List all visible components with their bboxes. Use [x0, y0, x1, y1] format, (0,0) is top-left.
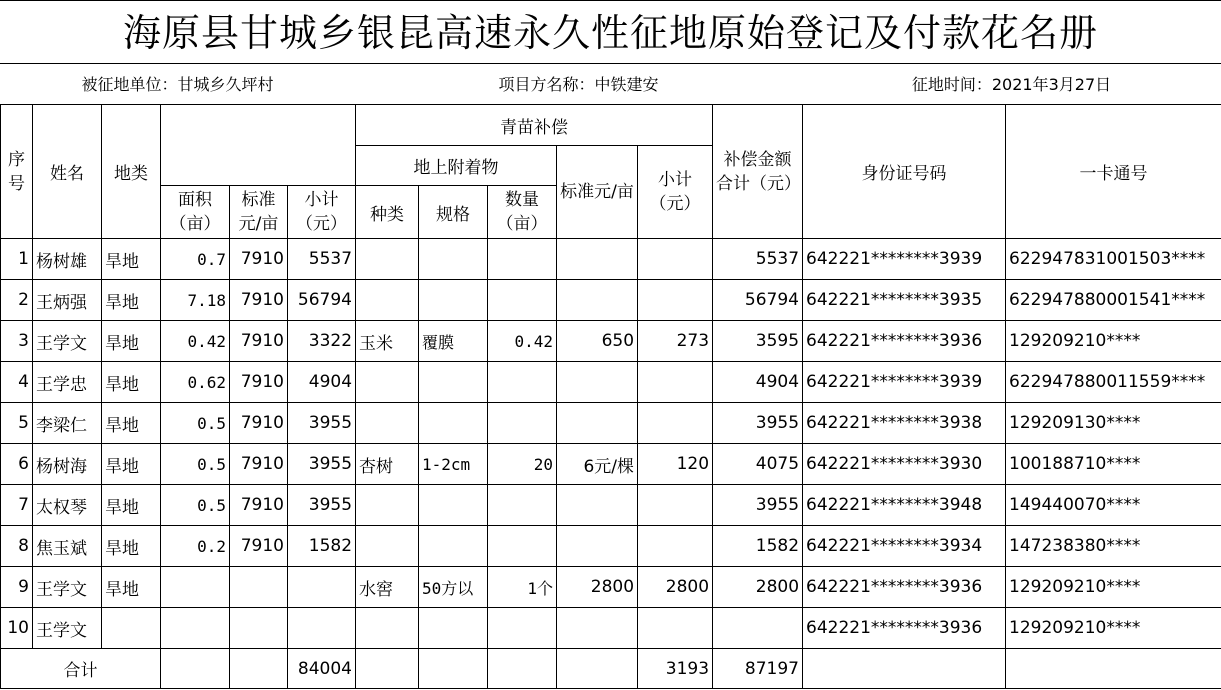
table-row — [1, 280, 1221, 321]
row-subtotal — [288, 608, 356, 649]
row-total: 4075 — [713, 444, 803, 485]
row-subtotal-2 — [638, 239, 713, 280]
document-title: 海原县甘城乡银昆高速永久性征地原始登记及付款花名册 — [0, 0, 1221, 64]
row-name: 杨树雄 — [33, 239, 102, 280]
row-standard-2: 2800 — [557, 567, 638, 608]
row-name: 杨树海 — [33, 444, 102, 485]
row-subtotal-2 — [638, 485, 713, 526]
header-spec: 规格 — [419, 186, 488, 239]
row-name: 焦玉斌 — [33, 526, 102, 567]
row-area: 7.18 — [161, 280, 230, 321]
row-id-number: 642221********3936 — [803, 608, 1006, 649]
row-standard-2 — [557, 403, 638, 444]
table-row — [1, 362, 1221, 403]
row-id-number: 642221********3948 — [803, 485, 1006, 526]
row-kind — [356, 526, 419, 567]
row-kind — [356, 608, 419, 649]
total-row — [1, 649, 1221, 689]
row-id-number: 642221********3930 — [803, 444, 1006, 485]
row-subtotal-2 — [638, 526, 713, 567]
header-card-number: 一卡通号 — [1006, 105, 1221, 239]
total-label: 合计 — [1, 649, 161, 689]
row-standard: 7910 — [230, 362, 288, 403]
total-amount: 87197 — [713, 649, 803, 689]
table-row — [1, 567, 1221, 608]
row-spec — [419, 280, 488, 321]
row-subtotal: 56794 — [288, 280, 356, 321]
row-seq: 9 — [1, 567, 33, 608]
row-area: 0.2 — [161, 526, 230, 567]
row-subtotal: 3955 — [288, 485, 356, 526]
row-land-type: 旱地 — [102, 485, 161, 526]
row-land-type — [102, 608, 161, 649]
row-standard-2: 650 — [557, 321, 638, 362]
row-name: 王学文 — [33, 567, 102, 608]
row-quantity — [488, 526, 557, 567]
expropriated-unit: 被征地单位：甘城乡久坪村 — [81, 75, 274, 94]
row-total: 3955 — [713, 403, 803, 444]
total-kind — [356, 649, 419, 689]
row-card-number: 622947831001503**** — [1006, 239, 1221, 280]
row-standard: 7910 — [230, 526, 288, 567]
row-seq: 5 — [1, 403, 33, 444]
header-kind: 种类 — [356, 186, 419, 239]
row-area — [161, 608, 230, 649]
total-subtotal-2: 3193 — [638, 649, 713, 689]
row-subtotal-2 — [638, 608, 713, 649]
header-area: 面积（亩） — [161, 186, 230, 239]
row-kind — [356, 403, 419, 444]
row-standard-2 — [557, 526, 638, 567]
row-name: 太权琴 — [33, 485, 102, 526]
row-spec — [419, 485, 488, 526]
total-card — [1006, 649, 1221, 689]
row-quantity — [488, 362, 557, 403]
row-spec — [419, 526, 488, 567]
row-kind: 玉米 — [356, 321, 419, 362]
row-area: 0.5 — [161, 403, 230, 444]
table-row — [1, 239, 1221, 280]
row-subtotal: 3955 — [288, 444, 356, 485]
table-row — [1, 608, 1221, 649]
row-seq: 1 — [1, 239, 33, 280]
row-area — [161, 567, 230, 608]
row-spec: 50方以 — [419, 567, 488, 608]
header-land-blank — [161, 105, 356, 186]
row-subtotal-2 — [638, 403, 713, 444]
total-subtotal: 84004 — [288, 649, 356, 689]
row-seq: 3 — [1, 321, 33, 362]
header-name: 姓名 — [33, 105, 102, 239]
table-row — [1, 403, 1221, 444]
row-standard — [230, 608, 288, 649]
row-quantity — [488, 608, 557, 649]
row-land-type: 旱地 — [102, 321, 161, 362]
row-total: 56794 — [713, 280, 803, 321]
row-card-number: 147238380**** — [1006, 526, 1221, 567]
row-total: 3955 — [713, 485, 803, 526]
row-total: 1582 — [713, 526, 803, 567]
row-land-type: 旱地 — [102, 526, 161, 567]
row-quantity — [488, 239, 557, 280]
row-id-number: 642221********3936 — [803, 567, 1006, 608]
row-standard-2 — [557, 239, 638, 280]
row-spec — [419, 608, 488, 649]
row-name: 李梁仁 — [33, 403, 102, 444]
row-standard — [230, 567, 288, 608]
row-subtotal-2: 273 — [638, 321, 713, 362]
total-quantity — [488, 649, 557, 689]
row-spec: 覆膜 — [419, 321, 488, 362]
row-seq: 7 — [1, 485, 33, 526]
row-quantity: 20 — [488, 444, 557, 485]
total-id — [803, 649, 1006, 689]
table-row — [1, 321, 1221, 362]
row-subtotal-2 — [638, 280, 713, 321]
total-spec — [419, 649, 488, 689]
row-quantity — [488, 403, 557, 444]
row-spec — [419, 239, 488, 280]
header-standard-2: 标准元/亩 — [557, 146, 638, 239]
row-standard: 7910 — [230, 403, 288, 444]
row-kind — [356, 362, 419, 403]
row-seq: 2 — [1, 280, 33, 321]
row-kind — [356, 239, 419, 280]
row-spec — [419, 403, 488, 444]
row-card-number: 149440070**** — [1006, 485, 1221, 526]
row-subtotal: 5537 — [288, 239, 356, 280]
row-seq: 10 — [1, 608, 33, 649]
row-kind: 水窖 — [356, 567, 419, 608]
row-quantity: 0.42 — [488, 321, 557, 362]
header-total: 补偿金额合计（元） — [713, 105, 803, 239]
row-standard-2 — [557, 608, 638, 649]
row-standard: 7910 — [230, 321, 288, 362]
header-subtotal-2: 小计（元） — [638, 146, 713, 239]
row-area: 0.62 — [161, 362, 230, 403]
row-kind: 杏树 — [356, 444, 419, 485]
row-subtotal — [288, 567, 356, 608]
header-quantity: 数量（亩） — [488, 186, 557, 239]
row-standard-2 — [557, 362, 638, 403]
row-land-type: 旱地 — [102, 280, 161, 321]
row-land-type: 旱地 — [102, 403, 161, 444]
row-area: 0.42 — [161, 321, 230, 362]
row-standard-2 — [557, 280, 638, 321]
expropriation-date: 征地时间：2021年3月27日 — [911, 75, 1112, 94]
register-table — [0, 104, 1221, 689]
row-total — [713, 608, 803, 649]
row-seq: 8 — [1, 526, 33, 567]
row-standard: 7910 — [230, 444, 288, 485]
row-name: 王学文 — [33, 321, 102, 362]
row-standard-2: 6元/棵 — [557, 444, 638, 485]
row-kind — [356, 485, 419, 526]
row-name: 王炳强 — [33, 280, 102, 321]
row-standard-2 — [557, 485, 638, 526]
row-subtotal: 4904 — [288, 362, 356, 403]
row-quantity — [488, 280, 557, 321]
row-land-type: 旱地 — [102, 567, 161, 608]
row-land-type: 旱地 — [102, 444, 161, 485]
row-subtotal-2 — [638, 362, 713, 403]
row-id-number: 642221********3934 — [803, 526, 1006, 567]
row-id-number: 642221********3938 — [803, 403, 1006, 444]
header-standard-per-mu: 标准元/亩 — [230, 186, 288, 239]
row-land-type: 旱地 — [102, 239, 161, 280]
row-total: 3595 — [713, 321, 803, 362]
row-spec — [419, 362, 488, 403]
header-seq: 序号 — [1, 105, 33, 239]
table-row — [1, 485, 1221, 526]
row-area: 0.5 — [161, 444, 230, 485]
header-attachments: 地上附着物 — [356, 146, 557, 186]
row-quantity — [488, 485, 557, 526]
row-id-number: 642221********3935 — [803, 280, 1006, 321]
row-id-number: 642221********3939 — [803, 362, 1006, 403]
row-total: 4904 — [713, 362, 803, 403]
row-seq: 4 — [1, 362, 33, 403]
row-total: 5537 — [713, 239, 803, 280]
row-card-number: 100188710**** — [1006, 444, 1221, 485]
row-spec: 1-2cm — [419, 444, 488, 485]
row-subtotal: 1582 — [288, 526, 356, 567]
row-subtotal: 3955 — [288, 403, 356, 444]
row-kind — [356, 280, 419, 321]
row-seq: 6 — [1, 444, 33, 485]
header-crop-compensation: 青苗补偿 — [356, 105, 713, 146]
total-area — [161, 649, 230, 689]
row-total: 2800 — [713, 567, 803, 608]
row-card-number: 129209210**** — [1006, 567, 1221, 608]
total-standard — [230, 649, 288, 689]
row-card-number: 129209210**** — [1006, 321, 1221, 362]
row-card-number: 129209210**** — [1006, 608, 1221, 649]
header-land-type: 地类 — [102, 105, 161, 239]
row-subtotal-2: 2800 — [638, 567, 713, 608]
total-standard-2 — [557, 649, 638, 689]
row-standard: 7910 — [230, 280, 288, 321]
row-card-number: 622947880011559**** — [1006, 362, 1221, 403]
row-area: 0.7 — [161, 239, 230, 280]
row-name: 王学文 — [33, 608, 102, 649]
row-subtotal: 3322 — [288, 321, 356, 362]
row-id-number: 642221********3936 — [803, 321, 1006, 362]
row-quantity: 1个 — [488, 567, 557, 608]
row-standard: 7910 — [230, 239, 288, 280]
row-card-number: 129209130**** — [1006, 403, 1221, 444]
table-row — [1, 526, 1221, 567]
row-id-number: 642221********3939 — [803, 239, 1006, 280]
project-name: 项目方名称：中铁建安 — [498, 75, 659, 94]
row-card-number: 622947880001541**** — [1006, 280, 1221, 321]
row-name: 王学忠 — [33, 362, 102, 403]
row-land-type: 旱地 — [102, 362, 161, 403]
row-area: 0.5 — [161, 485, 230, 526]
header-subtotal-1: 小计（元） — [288, 186, 356, 239]
row-subtotal-2: 120 — [638, 444, 713, 485]
table-row — [1, 444, 1221, 485]
row-standard: 7910 — [230, 485, 288, 526]
header-id-number: 身份证号码 — [803, 105, 1006, 239]
